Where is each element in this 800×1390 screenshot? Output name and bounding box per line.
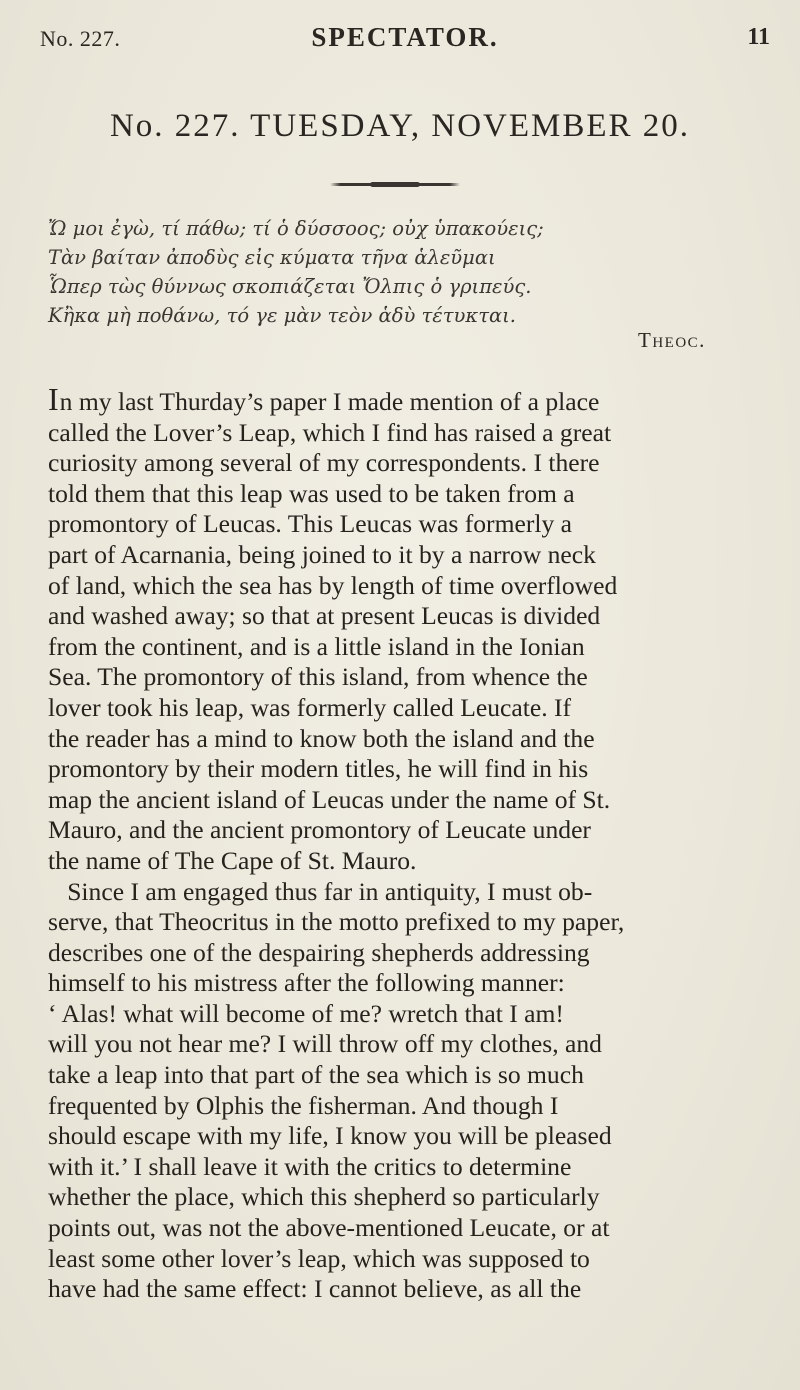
body-line: points out, was not the above-mentioned Leucate, or at [48, 1213, 610, 1243]
motto-line: Κἢκα μὴ ποθάνω, τό γε μὰν τεὸν ἁδὺ τέτυκται. [48, 304, 516, 327]
motto-attribution: Theoc. [638, 328, 706, 352]
body-line: of land, which the sea has by length of time overflowed [48, 570, 618, 600]
motto-line: Ὧπερ τὼς θύννως σκοπιάζεται Ὄλπις ὁ γριπεύς. [48, 275, 532, 298]
body-line: the name of The Cape of St. Mauro. [48, 845, 417, 875]
greek-motto [48, 214, 768, 330]
motto-line: Ὤ μοι ἐγὼ, τί πάθω; τί ὁ δύσσοος; οὐχ ὑπακούεις; [48, 217, 544, 240]
motto-line: Τὰν βαίταν ἀποδὺς εἰς κύματα τῆνα ἁλεῦμαι [48, 246, 496, 269]
body-line-text: n my last Thurday’s paper I made mention of a place [59, 387, 600, 416]
body-line: take a leap into that part of the sea which is so much [48, 1060, 584, 1090]
body-line: told them that this leap was used to be taken from a [48, 478, 575, 508]
body-line: part of Acarnania, being joined to it by a narrow neck [48, 539, 596, 569]
publication-title: SPECTATOR. [311, 22, 499, 52]
issue-number-header: No. 227. [40, 26, 121, 51]
body-line: whether the place, which this shepherd so particularly [48, 1182, 600, 1212]
body-line: Sea. The promontory of this island, from whence the [48, 662, 588, 692]
body-line: with it.’ I shall leave it with the critics to determine [48, 1151, 572, 1181]
body-line: have had the same effect: I cannot believe, as all the [48, 1274, 582, 1304]
body-line: serve, that Theocritus in the motto prefixed to my paper, [48, 907, 625, 937]
body-line: describes one of the despairing shepherds addressing [48, 937, 590, 967]
body-line: himself to his mistress after the following manner: [48, 968, 565, 998]
issue-heading: No. 227. TUESDAY, NOVEMBER 20. [109, 108, 691, 144]
body-line: from the continent, and is a little island in the Ionian [48, 631, 585, 661]
body-line: curiosity among several of my correspondents. I there [48, 448, 600, 478]
body-line: lover took his leap, was formerly called Leucate. If [48, 692, 572, 722]
body-line: the reader has a mind to know both the island and the [48, 723, 595, 753]
ornamental-rule [330, 183, 460, 186]
body-line: and washed away; so that at present Leucas is divided [48, 601, 601, 631]
body-line: will you not hear me? I will throw off my clothes, and [48, 1029, 602, 1059]
body-line: Since I am engaged thus far in antiquity, I must ob- [48, 876, 593, 906]
running-head [40, 22, 770, 58]
body-line: promontory of Leucas. This Leucas was formerly a [48, 509, 573, 539]
page-number: 11 [747, 24, 770, 50]
body-line: promontory by their modern titles, he will find in his [48, 754, 589, 784]
body-line: frequented by Olphis the fisherman. And though I [48, 1090, 559, 1120]
body-line: least some other lover’s leap, which was supposed to [48, 1243, 590, 1273]
body-line: ‘ Alas! what will become of me? wretch that I am! [48, 998, 564, 1028]
essay-body [48, 381, 772, 1305]
body-line: should escape with my life, I know you will be pleased [48, 1121, 612, 1151]
body-line [48, 381, 772, 418]
body-line: map the ancient island of Leucas under the name of St. [48, 784, 611, 814]
initial-capital: I [48, 381, 60, 417]
body-line: called the Lover’s Leap, which I find has raised a great [48, 417, 612, 447]
body-line: Mauro, and the ancient promontory of Leucate under [48, 815, 591, 845]
